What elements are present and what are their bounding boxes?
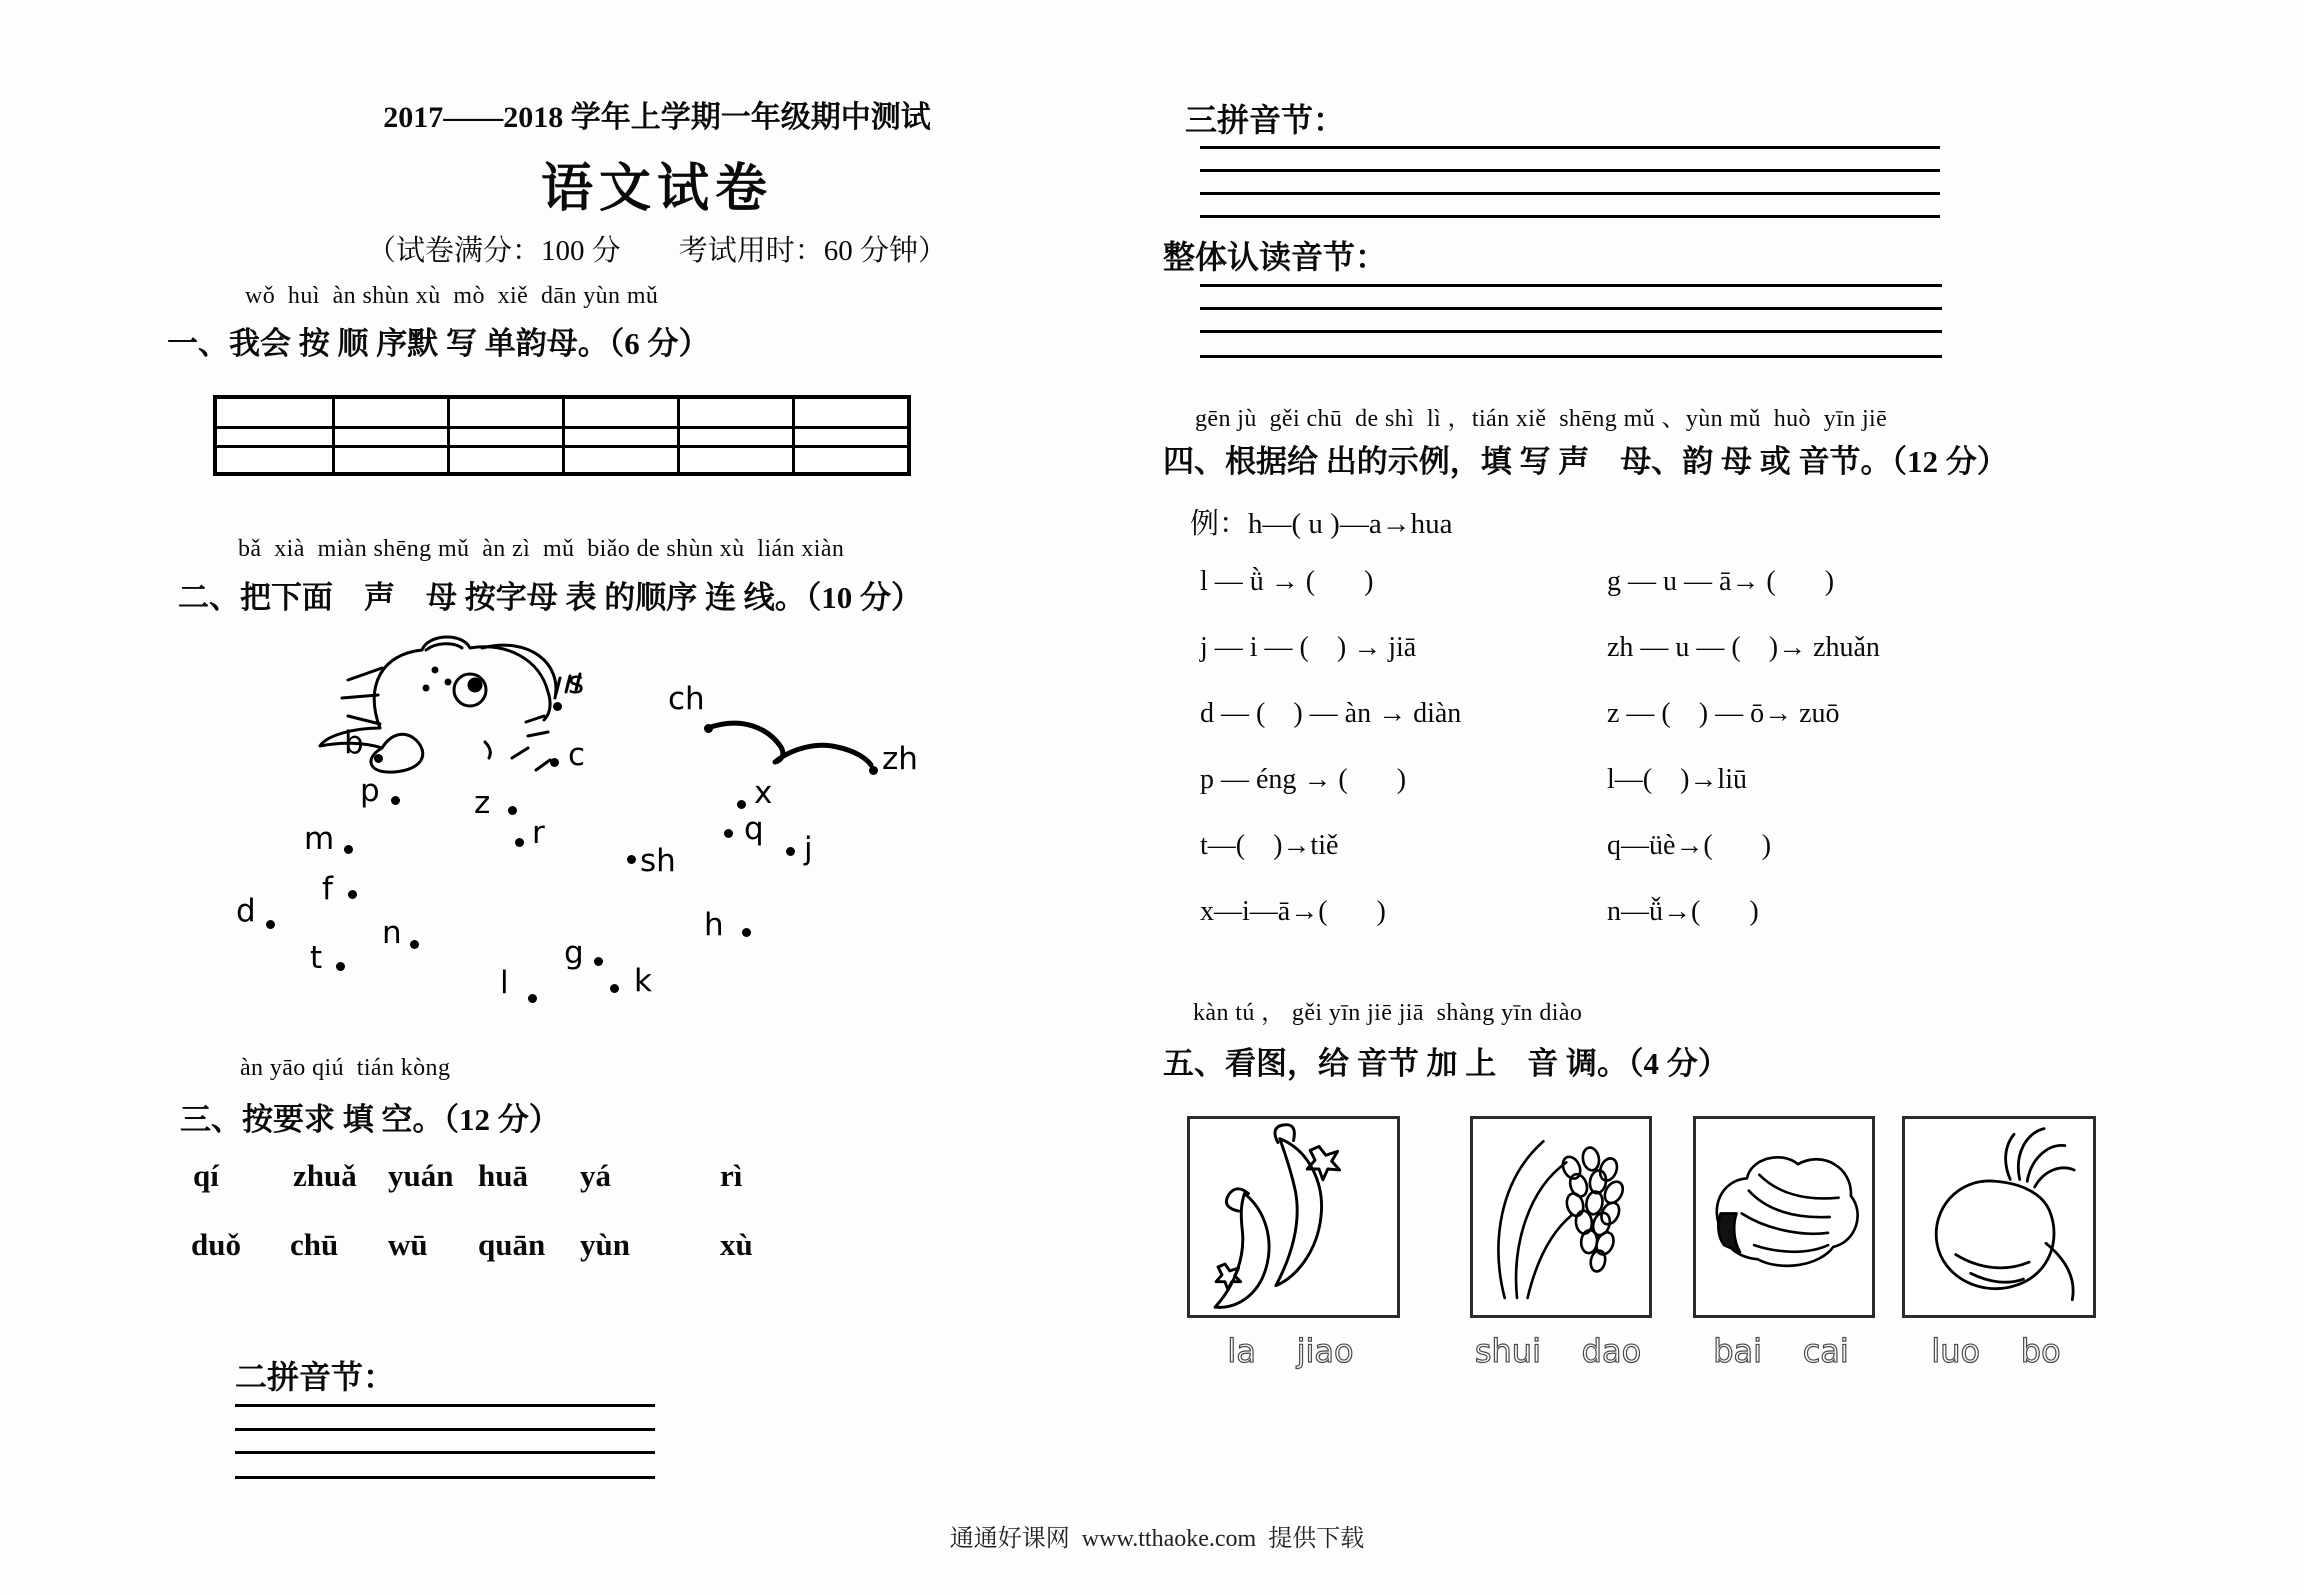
vowel-cell bbox=[447, 445, 562, 472]
paper-title: 语文试卷 bbox=[540, 161, 774, 218]
puzzle-letter-n: n bbox=[382, 915, 402, 951]
section2-pinyin: bǎ xià miàn shēng mǔ àn zì mǔ biǎo de shùn xù lián xiàn bbox=[238, 536, 845, 562]
syllable-word: wū bbox=[388, 1227, 428, 1262]
answer-line bbox=[1200, 192, 1940, 195]
vowel-cell bbox=[562, 399, 677, 426]
answer-line bbox=[235, 1404, 655, 1407]
puzzle-letter-d: d bbox=[236, 893, 256, 929]
vowel-cell bbox=[447, 399, 562, 426]
syllable-word: rì bbox=[720, 1158, 743, 1193]
spelling-item-left: x—i—ā→( ) bbox=[1200, 896, 1386, 927]
picture-label: luo bo bbox=[1931, 1332, 2061, 1370]
syllable-word: yá bbox=[580, 1158, 611, 1193]
puzzle-letter-ch: ch bbox=[668, 681, 705, 717]
puzzle-dot-r bbox=[515, 838, 524, 847]
spelling-item-left: d — ( ) — àn → diàn bbox=[1200, 698, 1462, 729]
puzzle-letter-q: q bbox=[744, 811, 764, 847]
answer-line bbox=[1200, 307, 1942, 310]
puzzle-letter-g: g bbox=[564, 935, 584, 971]
vowel-cell bbox=[332, 445, 447, 472]
section1-pinyin: wǒ huì àn shùn xù mò xiě dān yùn mǔ bbox=[245, 283, 659, 309]
syllable-word: chū bbox=[290, 1227, 339, 1262]
vowel-cell bbox=[217, 399, 332, 426]
puzzle-letter-s: s bbox=[568, 665, 585, 701]
vowel-cell bbox=[332, 426, 447, 445]
puzzle-dot-ch bbox=[704, 724, 713, 733]
section2-heading: 二、把下面 声 母 按字母 表 的顺序 连 线。（10 分） bbox=[178, 580, 922, 615]
section4-pinyin: gēn jù gěi chū de shì lì ，tián xiě shēng mǔ 、yùn mǔ huò yīn jiē bbox=[1195, 406, 1888, 432]
spelling-item-right: l—( )→liū bbox=[1607, 764, 1747, 795]
answer-line bbox=[235, 1451, 655, 1454]
vowel-cell bbox=[562, 426, 677, 445]
picture-box-rice-stalk bbox=[1470, 1116, 1652, 1318]
puzzle-dot-z bbox=[508, 806, 517, 815]
spelling-item-left: l — ǜ → ( ) bbox=[1200, 566, 1374, 597]
spelling-item-right: q—üè→( ) bbox=[1607, 830, 1772, 861]
puzzle-dot-q bbox=[724, 829, 733, 838]
section1-heading: 一、我会 按 顺 序默 写 单韵母。（6 分） bbox=[167, 326, 710, 361]
section4-example: 例：h—( u )—a→hua bbox=[1190, 508, 1453, 540]
answer-line bbox=[1200, 169, 1940, 172]
vowel-cell bbox=[677, 445, 792, 472]
section4-heading: 四、根据给 出的示例，填 写 声 母、韵 母 或 音节。（12 分） bbox=[1163, 444, 2008, 479]
three-pin-label: 三拼音节： bbox=[1185, 102, 1346, 138]
puzzle-dot-zh bbox=[869, 766, 878, 775]
section5-pinyin: kàn tú ， gěi yīn jiē jiā shàng yīn diào bbox=[1193, 1000, 1583, 1026]
vowel-cell bbox=[332, 399, 447, 426]
syllable-word: huā bbox=[478, 1158, 528, 1193]
puzzle-dot-l bbox=[528, 994, 537, 1003]
answer-line bbox=[235, 1476, 655, 1479]
section3-pinyin: àn yāo qiú tián kòng bbox=[240, 1055, 451, 1081]
puzzle-letter-j: j bbox=[804, 831, 813, 867]
two-pin-label: 二拼音节： bbox=[235, 1359, 396, 1395]
syllable-word: yùn bbox=[580, 1227, 630, 1262]
picture-label: shui dao bbox=[1474, 1332, 1642, 1370]
picture-box-radish bbox=[1902, 1116, 2096, 1318]
picture-label: bai cai bbox=[1713, 1332, 1849, 1370]
vowel-cell bbox=[217, 445, 332, 472]
picture-box-napa-cabbage bbox=[1693, 1116, 1875, 1318]
syllable-word: xù bbox=[720, 1227, 753, 1262]
puzzle-dot-t bbox=[336, 962, 345, 971]
vowel-cell bbox=[792, 399, 907, 426]
puzzle-dot-s bbox=[553, 702, 562, 711]
spelling-item-left: p — éng → ( ) bbox=[1200, 764, 1407, 795]
puzzle-dot-m bbox=[344, 845, 353, 854]
puzzle-dot-j bbox=[786, 847, 795, 856]
answer-line bbox=[1200, 215, 1940, 218]
puzzle-letter-l: l bbox=[500, 965, 509, 1001]
syllable-word: zhuǎ bbox=[293, 1158, 357, 1193]
puzzle-dot-h bbox=[742, 928, 751, 937]
vowel-cell bbox=[677, 426, 792, 445]
puzzle-letter-x: x bbox=[754, 775, 773, 811]
answer-line bbox=[235, 1428, 655, 1431]
spelling-item-right: z — ( ) — ō→ zuō bbox=[1607, 698, 1840, 729]
puzzle-dot-c bbox=[550, 758, 559, 767]
score-time-subtitle: （试卷满分：100 分 考试用时：60 分钟） bbox=[366, 235, 948, 267]
syllable-word: quān bbox=[478, 1227, 546, 1262]
answer-line bbox=[1200, 330, 1942, 333]
puzzle-dot-n bbox=[410, 940, 419, 949]
exam-session-title: 2017——2018 学年上学期一年级期中测试 bbox=[383, 101, 931, 134]
spelling-item-right: zh — u — ( )→ zhuǎn bbox=[1607, 632, 1880, 663]
puzzle-letter-zh: zh bbox=[882, 741, 918, 777]
puzzle-letter-m: m bbox=[304, 821, 335, 857]
syllable-word: qí bbox=[193, 1158, 219, 1193]
puzzle-dot-g bbox=[594, 957, 603, 966]
puzzle-letter-f: f bbox=[322, 871, 333, 907]
puzzle-dot-x bbox=[737, 800, 746, 809]
picture-label: la jiao bbox=[1227, 1332, 1354, 1370]
spelling-item-left: j — i — ( ) → jiā bbox=[1200, 632, 1417, 663]
vowel-cell bbox=[562, 445, 677, 472]
syllable-word: yuán bbox=[388, 1158, 454, 1193]
puzzle-dot-p bbox=[391, 796, 400, 805]
vowel-cell bbox=[447, 426, 562, 445]
puzzle-dot-f bbox=[348, 890, 357, 899]
puzzle-letter-t: t bbox=[310, 940, 323, 976]
puzzle-letter-k: k bbox=[634, 963, 652, 999]
site-watermark: 通通好课网 www.tthaoke.com 提供下载 bbox=[949, 1526, 1365, 1552]
puzzle-letter-h: h bbox=[704, 907, 724, 943]
puzzle-dot-d bbox=[266, 920, 275, 929]
puzzle-dot-k bbox=[610, 984, 619, 993]
section3-heading: 三、按要求 填 空。（12 分） bbox=[180, 1102, 560, 1137]
answer-line bbox=[1200, 146, 1940, 149]
picture-box-chili-peppers bbox=[1187, 1116, 1400, 1318]
puzzle-letter-p: p bbox=[360, 773, 380, 809]
answer-line bbox=[1200, 284, 1942, 287]
spelling-item-left: t—( )→tiě bbox=[1200, 830, 1339, 861]
vowel-cell bbox=[792, 445, 907, 472]
vowel-cell bbox=[677, 399, 792, 426]
answer-line bbox=[1200, 355, 1942, 358]
puzzle-letter-r: r bbox=[532, 815, 545, 851]
vowel-cell bbox=[792, 426, 907, 445]
syllable-word: duǒ bbox=[191, 1227, 241, 1262]
puzzle-letter-c: c bbox=[568, 737, 586, 773]
puzzle-dot-b bbox=[374, 754, 383, 763]
spelling-item-right: n—ǚ→( ) bbox=[1607, 896, 1759, 927]
puzzle-letter-sh: sh bbox=[640, 843, 676, 879]
section5-heading: 五、看图，给 音节 加 上 音 调。（4 分） bbox=[1163, 1046, 1729, 1081]
whole-read-label: 整体认读音节： bbox=[1163, 239, 1388, 275]
puzzle-dot-sh bbox=[627, 855, 636, 864]
vowel-writing-grid bbox=[213, 395, 911, 476]
puzzle-letter-b: b bbox=[344, 725, 364, 761]
spelling-item-right: g — u — ā→ ( ) bbox=[1607, 566, 1835, 597]
vowel-cell bbox=[217, 426, 332, 445]
puzzle-letter-z: z bbox=[474, 785, 491, 821]
